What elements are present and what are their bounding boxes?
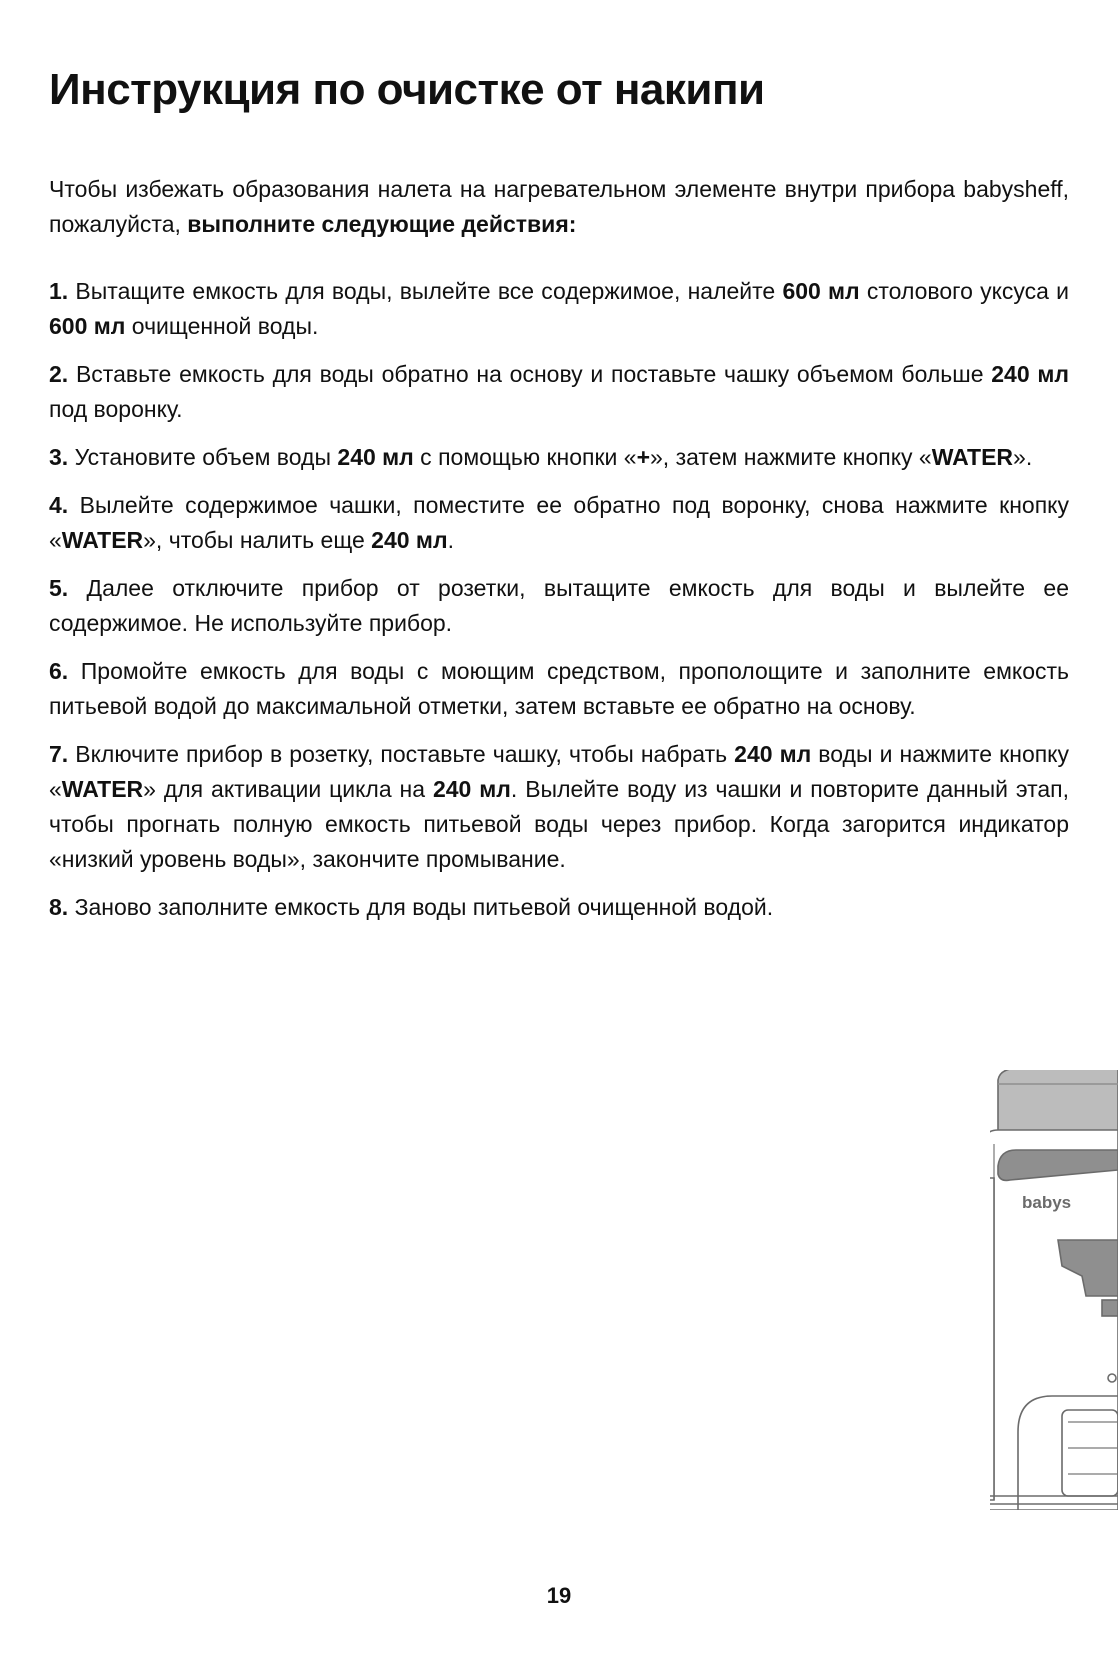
step-text: столового уксуса и [859,278,1070,304]
step-text: Вытащите емкость для воды, вылейте все содержимое, налейте [75,278,783,304]
step-bold-text: 240 мл [432,776,511,802]
step-bold-text: 240 мл [371,527,448,553]
step-number: 3. [49,444,69,470]
step-text: воды и нажмите кнопку « [49,741,1070,802]
step-bold-text: WATER [61,527,144,553]
step-text: », чтобы налить еще [143,527,372,553]
step-text: с помощью кнопки « [413,444,637,470]
water-tank-lid [998,1070,1118,1132]
step-number: 2. [49,361,69,387]
step-item-8 [49,890,1069,925]
funnel-tip [1102,1300,1118,1316]
step-text: », затем нажмите кнопку « [650,444,932,470]
step-item-7 [49,737,1069,877]
step-text: Заново заполните емкость для воды питьевой очищенной водой. [74,894,774,920]
step-text: . [447,527,454,553]
step-number: 5. [49,575,69,601]
steps-list [49,274,1069,925]
step-bold-text: WATER [931,444,1014,470]
step-text: Вставьте емкость для воды обратно на основу и поставьте чашку объемом больше [75,361,992,387]
step-item-1 [49,274,1069,344]
step-item-4 [49,488,1069,558]
page-number: 19 [546,1583,572,1608]
step-text: Установите объем воды [74,444,338,470]
step-text: ». [1013,444,1033,470]
intro-text: Чтобы избежать образования налета на нагревательном элементе внутри прибора babysheff, пожалуйста, [49,176,1069,237]
step-bold-text: 240 мл [734,741,812,767]
step-item-3 [49,440,1069,475]
intro-paragraph [49,172,1069,242]
instructions-body [49,172,1069,938]
baby-formula-machine-illustration [990,1070,1118,1510]
step-bold-text: 240 мл [337,444,414,470]
step-number: 7. [49,741,69,767]
step-number: 6. [49,658,69,684]
step-text: Вылейте содержимое чашки, поместите ее обратно под воронку, снова нажмите кнопку « [49,492,1069,553]
machine-body [990,1130,1118,1510]
step-text: » для активации цикла на [143,776,433,802]
step-text: . Вылейте воду из чашки и повторите данный этап, чтобы прогнать полную емкость питьевой воды через прибор. Когда загорится индикатор «низкий уровень воды», закончите промывание. [49,776,1070,872]
step-number: 4. [49,492,69,518]
step-text: под воронку. [49,396,183,422]
indicator-dot [1108,1374,1116,1382]
intro-bold-text: выполните следующие действия: [187,211,577,237]
step-text: Промойте емкость для воды с моющим средством, прополощите и заполните емкость питьевой водой до максимальной отметки, затем вставьте ее обратно на основу. [49,658,1070,719]
step-text: очищенной воды. [125,313,319,339]
step-bold-text: 240 мл [991,361,1070,387]
side-column [990,1178,994,1500]
step-number: 8. [49,894,69,920]
step-item-5 [49,571,1069,641]
step-bold-text: 600 мл [49,313,126,339]
step-text: Включите прибор в розетку, поставьте чашку, чтобы набрать [75,741,735,767]
step-item-6 [49,654,1069,724]
step-text: Далее отключите прибор от розетки, вытащите емкость для воды и вылейте ее содержимое. Не используйте прибор. [49,575,1070,636]
step-bold-text: 600 мл [782,278,860,304]
page-title: Инструкция по очистке от накипи [49,65,765,114]
step-bold-text: + [636,444,651,470]
step-item-2 [49,357,1069,427]
brand-logo-text: babys [1022,1193,1072,1212]
step-bold-text: WATER [61,776,144,802]
step-number: 1. [49,278,69,304]
